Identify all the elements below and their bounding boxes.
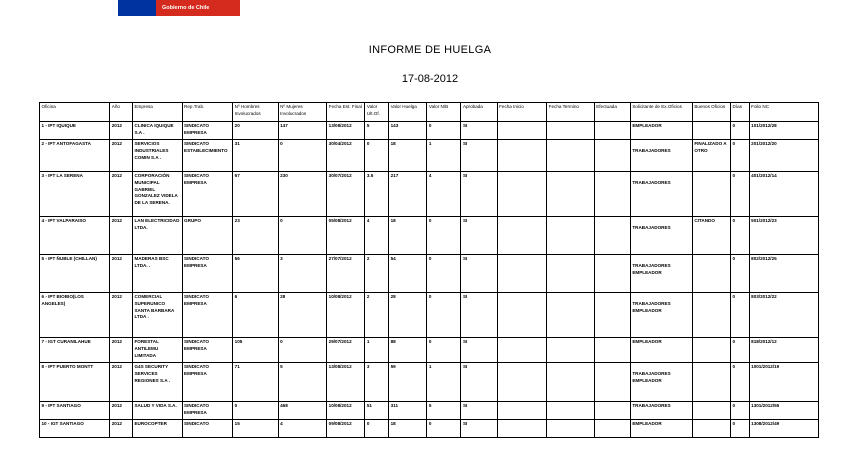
table-cell: EMPLEADOR [630,122,692,140]
table-cell [692,338,730,363]
table-cell: 2012 [110,140,133,172]
table-cell: 2 - IPT ANTOFAGASTA [40,140,110,172]
table-cell: 2012 [110,420,133,438]
table-cell: 71 [233,363,278,402]
table-cell: SINDICATO EMPRESA [182,402,233,420]
table-cell: EMPLEADOR [630,338,692,363]
table-cell [594,255,630,293]
table-cell: 1001/2012/19 [749,363,818,402]
table-cell: SI [461,172,497,217]
table-cell: 31 [233,140,278,172]
table-cell: 3 [365,363,389,402]
table-cell: SINDICATO ESTABLECIMIENTO [182,140,233,172]
table-cell: 4 [427,172,461,217]
table-cell [497,420,547,438]
table-cell: 105 [233,338,278,363]
strike-report-table [39,102,819,438]
table-cell [594,217,630,255]
table-cell: SINDICATO EMPRESA [182,338,233,363]
table-cell: 803/2012/22 [749,293,818,338]
table-cell: 501/2012/23 [749,217,818,255]
column-header: Días [731,103,750,122]
table-cell: 1 - IPT IQUIQUE [40,122,110,140]
table-row [40,217,819,255]
table-cell: 0 [427,217,461,255]
logo-text: Gobierno de Chile [162,5,210,11]
table-cell: SI [461,140,497,172]
table-cell: 2012 [110,402,133,420]
table-cell: SI [461,420,497,438]
table-cell [692,122,730,140]
table-cell: FORESTAL ANTILEMU LIMITADA [132,338,182,363]
table-cell: 0 [427,255,461,293]
table-cell: SALUD Y VIDA S.A. [132,402,182,420]
table-cell: 2012 [110,172,133,217]
column-header: Aprobada [461,103,497,122]
table-cell: COMERCIAL SUPERUNICO SANTA BARBARA LTDA . [132,293,182,338]
table-cell: 56 [233,255,278,293]
column-header: Empresa [132,103,182,122]
table-cell: 10/08/2012 [327,293,365,338]
table-cell: 2 [365,255,389,293]
table-cell: 15 [233,420,278,438]
table-cell [594,172,630,217]
table-cell: 0 [278,217,327,255]
table-cell: 147 [278,122,327,140]
table-cell: 0 [731,255,750,293]
table-cell: 5 [365,122,389,140]
table-row [40,122,819,140]
report-title: INFORME DE HUELGA [368,44,492,56]
table-cell [547,402,595,420]
table-row [40,420,819,438]
column-header: Folio NC [749,103,818,122]
table-cell: 0 [427,338,461,363]
table-cell: 18 [389,140,427,172]
column-header: Valor Huelga [389,103,427,122]
table-cell: 10 - IGT SANTIAGO [40,420,110,438]
table-cell: GRUPO [182,217,233,255]
table-cell: 201/2012/20 [749,140,818,172]
table-row [40,338,819,363]
table-cell: G4S SECURITY SERVICES REGIONES S.A . [132,363,182,402]
table-cell [497,255,547,293]
table-cell: 0 [427,293,461,338]
table-cell: 1301/2012/55 [749,402,818,420]
table-cell: TRABAJADORES EMPLEADOR [630,363,692,402]
table-row [40,402,819,420]
table-cell: 7 - IGT CURANILAHUE [40,338,110,363]
table-cell: SI [461,217,497,255]
table-cell [547,217,595,255]
table-cell: SI [461,255,497,293]
table-cell: 0 [427,122,461,140]
table-cell [497,140,547,172]
table-cell: 230 [278,172,327,217]
logo-star-block [118,2,156,16]
table-cell: SI [461,338,497,363]
table-cell [594,420,630,438]
table-cell: 59 [389,363,427,402]
table-cell: SINDICATO EMPRESA [182,172,233,217]
table-cell: SI [461,402,497,420]
column-header: Rep.Trab. [182,103,233,122]
table-cell: SERVICIOS INDUSTRIALES COMIN S.A . [132,140,182,172]
report-date: 17-08-2012 [401,73,459,85]
table-cell: 18 [389,217,427,255]
column-header: Fecha Inicio [497,103,547,122]
table-row [40,172,819,217]
table-cell [594,402,630,420]
table-cell: 2012 [110,338,133,363]
table-cell: 0 [731,363,750,402]
table-cell: CORPORACIÓN MUNICIPAL GABRIEL GONZALEZ VIDELA DE LA SERENA. [132,172,182,217]
column-header: Solicitante de Ex.Oficios [630,103,692,122]
table-cell: SINDICATO EMPRESA [182,122,233,140]
table-cell: 101/2012/28 [749,122,818,140]
table-cell [497,217,547,255]
table-cell: EUROCOPTER [132,420,182,438]
table-cell: 0 [731,402,750,420]
table-cell: 2012 [110,255,133,293]
table-cell [497,122,547,140]
table-cell: 13/08/2012 [327,122,365,140]
table-row [40,363,819,402]
table-cell [547,293,595,338]
table-cell [692,255,730,293]
table-cell: 23 [233,217,278,255]
table-cell: 5 [278,363,327,402]
table-cell [547,122,595,140]
table-cell [497,172,547,217]
table-cell: 67 [233,172,278,217]
table-cell [692,293,730,338]
table-cell: 0 [731,217,750,255]
table-cell: 0 [365,140,389,172]
column-header: Fecha Termino [547,103,595,122]
table-cell: TRABAJADORES [630,140,692,172]
table-cell [497,363,547,402]
column-header: Valor Ult.Of. [365,103,389,122]
table-cell: 0 [731,293,750,338]
table-cell [547,172,595,217]
table-cell: 5 - IPT ÑUBLE (CHILLAN) [40,255,110,293]
table-row [40,293,819,338]
table-cell: 0 [427,420,461,438]
table-cell: TRABAJADORES [630,172,692,217]
table-cell: SI [461,363,497,402]
table-cell [547,338,595,363]
table-cell: 13/08/2012 [327,363,365,402]
table-cell: 0 [731,420,750,438]
table-cell: 27/07/2012 [327,255,365,293]
table-cell: 20 [233,122,278,140]
table-cell: 51 [365,402,389,420]
table-cell: SINDICATO EMPRESA [182,293,233,338]
table-cell: TRABAJADORES EMPLEADOR [630,255,692,293]
table-cell: 54 [389,255,427,293]
table-row [40,140,819,172]
table-cell: MADERAS BSC LTDA. . [132,255,182,293]
table-cell [547,420,595,438]
table-cell: CLINICA IQUIQUE S.A . [132,122,182,140]
table-cell: SI [461,122,497,140]
column-header: Efectuada [594,103,630,122]
table-cell: 1 [365,338,389,363]
table-cell: 2012 [110,293,133,338]
table-cell [497,293,547,338]
table-cell: 29/07/2012 [327,338,365,363]
column-header: Nº Mujeres Involucrados [278,103,327,122]
table-cell: 4 [365,217,389,255]
table-cell: 28 [389,293,427,338]
column-header: Buenos Oficios [692,103,730,122]
table-cell [594,338,630,363]
table-cell [547,140,595,172]
table-cell [692,402,730,420]
table-cell: LAN ELECTRICIDAD LTDA. [132,217,182,255]
table-cell: 2012 [110,217,133,255]
table-cell: 6 - IPT BIOBIO(LOS ANGELES) [40,293,110,338]
table-cell [594,293,630,338]
table-cell [594,122,630,140]
table-cell [497,338,547,363]
table-cell: 2 [365,293,389,338]
table-cell [594,363,630,402]
table-cell [547,363,595,402]
table-cell: 30/07/2012 [327,172,365,217]
table-cell [547,255,595,293]
table-cell [692,363,730,402]
table-cell: 4 [278,420,327,438]
table-cell: 1 [427,363,461,402]
table-row [40,255,819,293]
table-cell: 0 [278,338,327,363]
table-header-row [40,103,819,122]
table-cell: 09/08/2012 [327,420,365,438]
table-cell: 143 [389,122,427,140]
table-cell: SINDICATO [182,420,233,438]
table-cell: 0 [731,122,750,140]
table-cell: 9 - IPT SANTIAGO [40,402,110,420]
table-cell: 10/08/2012 [327,402,365,420]
table-cell: 4 - IPT VALPARAISO [40,217,110,255]
table-cell: SI [461,293,497,338]
table-cell: TRABAJADORES EMPLEADOR [630,293,692,338]
table-cell: 3 - IPT LA SERENA [40,172,110,217]
table-cell: 0 [731,172,750,217]
table-cell: EMPLEADOR [630,420,692,438]
table-cell: 468 [278,402,327,420]
column-header: Oficina [40,103,110,122]
table-cell: SINDICATO EMPRESA [182,363,233,402]
table-cell [594,140,630,172]
table-cell: 311 [389,402,427,420]
table-cell: 818/2012/12 [749,338,818,363]
table-cell: 0 [233,402,278,420]
table-cell: 802/2012/25 [749,255,818,293]
table-cell [497,402,547,420]
table-cell: 0 [365,420,389,438]
table-cell: 2012 [110,122,133,140]
table-cell: 0 [731,140,750,172]
table-cell [692,172,730,217]
table-cell: 88 [389,338,427,363]
table-cell: 1 [427,140,461,172]
column-header: Nº Hombres Involucrados [233,103,278,122]
table-cell: 18 [389,420,427,438]
table-cell: TRABAJADORES [630,402,692,420]
table-cell: 0 [731,338,750,363]
column-header: Valor N/B [427,103,461,122]
table-cell: 8 - IPT PUERTO MONTT [40,363,110,402]
table-cell: 30/04/2012 [327,140,365,172]
table-cell: FINALIZADO A OTRO [692,140,730,172]
table-cell: 3.5 [365,172,389,217]
table-cell: CITANDO [692,217,730,255]
table-cell: 2012 [110,363,133,402]
table-cell: 05/08/2012 [327,217,365,255]
table-cell [692,420,730,438]
gobierno-logo [118,0,240,16]
table-cell: 217 [389,172,427,217]
table-cell: 28 [278,293,327,338]
table-cell: 1308/2012/49 [749,420,818,438]
table-cell: TRABAJADORES [630,217,692,255]
column-header: Fecha Est. Final [327,103,365,122]
table-cell: 401/2012/14 [749,172,818,217]
table-cell: 5 [427,402,461,420]
table-cell: SINDICATO EMPRESA [182,255,233,293]
table-cell: 0 [278,140,327,172]
table-cell: 6 [233,293,278,338]
column-header: Año [110,103,133,122]
table-cell: 3 [278,255,327,293]
